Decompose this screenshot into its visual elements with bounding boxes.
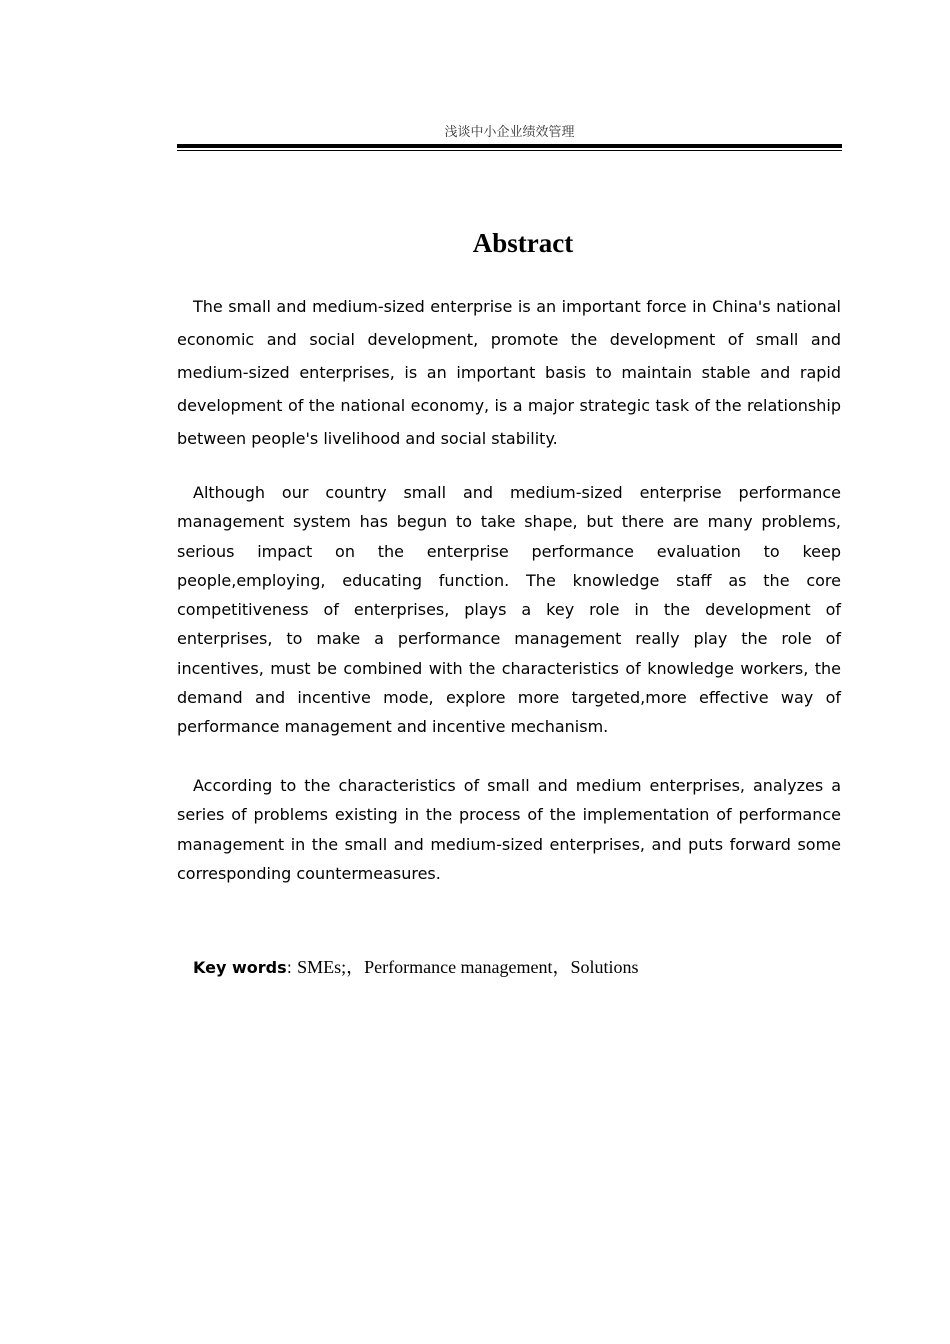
abstract-title: Abstract [472, 228, 574, 258]
keywords-value: SMEs;，Performance management，Solutions [297, 957, 639, 977]
running-header: 浅谈中小企业绩效管理 [444, 125, 575, 140]
abstract-paragraph-1: The small and medium-sized enterprise is an important force in China's national economic and social development, promote the development of small and medium-sized enterprises, is an important basis to maintain stable and rapid development of the national economy, is a major strategic task of the relationship between people's livelihood and social stability. [177, 297, 841, 448]
keywords-line [193, 954, 639, 981]
abstract-paragraph-2: Although our country small and medium-sized enterprise performance management system has begun to take shape, but there are many problems, serious impact on the enterprise performance evaluation to keep people,employing, educating function. The knowledge staff as the core competitiveness of enterprises, plays a key role in the development of enterprises, to make a performance management really play the role of incentives, must be combined with the characteristics of knowledge workers, the demand and incentive mode, explore more targeted,more effective way of performance management and incentive mechanism. [177, 483, 841, 737]
header-rule-thin [177, 150, 842, 151]
header-rule-thick [177, 144, 842, 148]
keywords-colon: : [286, 958, 298, 977]
abstract-paragraph-3: According to the characteristics of small and medium enterprises, analyzes a series of problems existing in the process of the implementation of performance management in the small and medium-sized enterprises, and puts forward some corresponding countermeasures. [177, 776, 841, 883]
keywords-label: Key words [193, 958, 287, 977]
